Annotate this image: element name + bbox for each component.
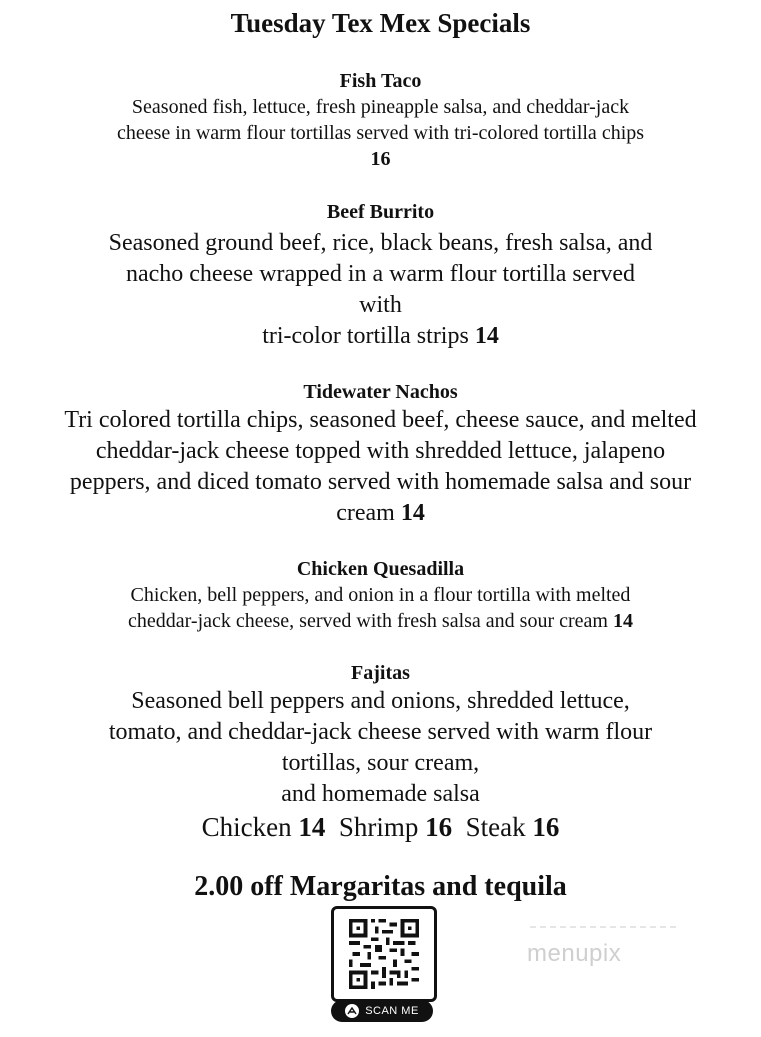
qr-code-icon [346, 919, 422, 989]
description-line: with [359, 292, 402, 318]
item-description-fajitas [0, 686, 761, 810]
description-line: tomato, and cheddar-jack cheese served with warm flour [108, 719, 653, 745]
item-price-chicken-quesadilla: 14 [612, 610, 633, 632]
item-name-chicken-quesadilla: Chicken Quesadilla [296, 558, 465, 580]
scan-me-label: SCAN ME [365, 1005, 419, 1017]
item-description-tidewater-nachos [0, 405, 761, 529]
description-line: cheddar-jack cheese, served with fresh salsa and sour cream [128, 610, 608, 632]
description-line: cheese in warm flour tortillas served with tri-colored tortilla chips [116, 122, 645, 144]
description-line: cream [336, 500, 395, 526]
watermark-dots [530, 926, 680, 928]
item-name-fish-taco: Fish Taco [339, 70, 422, 92]
promo-text: 2.00 off Margaritas and tequila [194, 871, 567, 902]
item-name-beef-burrito: Beef Burrito [326, 201, 435, 223]
item-price-beef-burrito: 14 [474, 323, 499, 349]
scan-me-button[interactable] [331, 1000, 433, 1022]
description-line: Seasoned fish, lettuce, fresh pineapple salsa, and cheddar-jack [131, 96, 630, 118]
description-line: Seasoned ground beef, rice, black beans, fresh salsa, and [108, 230, 653, 256]
description-line: peppers, and diced tomato served with homemade salsa and sour [69, 469, 692, 495]
qr-code[interactable] [331, 906, 437, 1002]
fajita-option-label: Shrimp [338, 812, 419, 842]
description-line: tri-color tortilla strips [262, 323, 469, 349]
item-price-tidewater-nachos: 14 [400, 500, 425, 526]
fajita-option-label: Steak [465, 812, 526, 842]
fajita-option-price: 16 [532, 812, 560, 842]
fajita-option-price: 14 [298, 812, 326, 842]
fajita-option-label: Chicken [201, 812, 292, 842]
description-line: cheddar-jack cheese topped with shredded lettuce, jalapeno [95, 438, 666, 464]
description-line: and homemade salsa [281, 781, 480, 807]
scan-icon [345, 1004, 359, 1018]
item-description-beef-burrito [0, 228, 761, 352]
description-line: Chicken, bell peppers, and onion in a flour tortilla with melted [130, 584, 631, 606]
description-line: nacho cheese wrapped in a warm flour tortilla served [125, 261, 636, 287]
item-description-fish-taco [0, 94, 761, 172]
item-price-fish-taco: 16 [370, 148, 391, 170]
watermark-logo: menupix [527, 940, 622, 967]
item-name-fajitas: Fajitas [351, 662, 410, 684]
fajita-option-price: 16 [425, 812, 453, 842]
fajita-options [0, 812, 761, 843]
page-title: Tuesday Tex Mex Specials [230, 8, 531, 38]
item-name-tidewater-nachos: Tidewater Nachos [303, 381, 458, 403]
description-line: Seasoned bell peppers and onions, shredded lettuce, [131, 688, 630, 714]
description-line: Tri colored tortilla chips, seasoned beef, cheese sauce, and melted [64, 407, 697, 433]
description-line: tortillas, sour cream, [281, 750, 480, 776]
item-description-chicken-quesadilla [0, 582, 761, 634]
